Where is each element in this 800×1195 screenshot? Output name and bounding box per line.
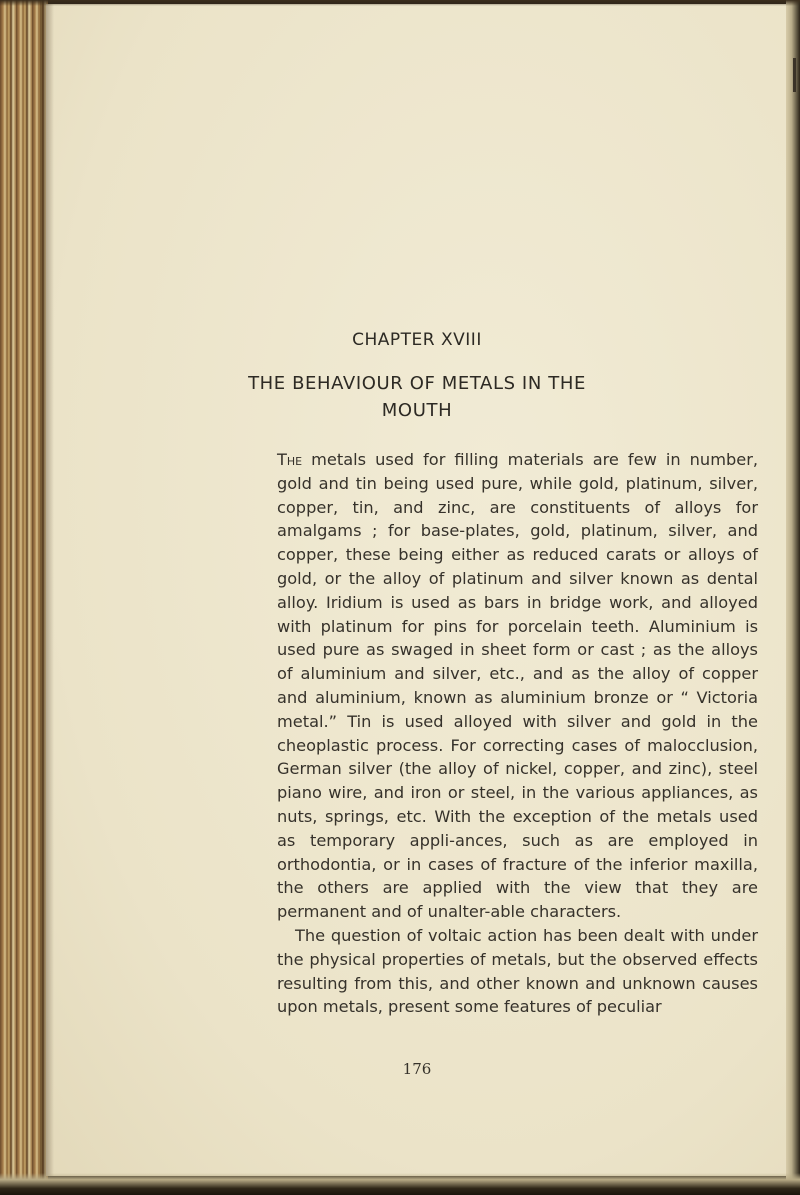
paragraph-2: The question of voltaic action has been dealt with under the physical properties of metals, but the observed effects resulting from this, and other known and unknown causes upon metals, present some features of peculiar	[277, 925, 758, 1017]
chapter-title-line-2: MOUTH	[381, 400, 453, 421]
right-page-edge	[786, 0, 800, 1195]
paragraph-1	[277, 448, 758, 924]
paragraph-1-text: metals used for filling materials are few in number, gold and tin being used pure, while gold, platinum, silver, copper, tin, and zinc, are constituents of alloys for amalgams ; for base-plates, gold, platinum, silver, and copper, these being either as reduced carats or alloys of gold, or the alloy of platinum and silver known as dental alloy. Iridium is used as bars in bridge work, and alloyed with platinum for pins for porcelain teeth. Aluminium is used pure as swaged in sheet form or cast ; as the alloys of aluminium and silver, etc., and as the alloy of copper and aluminium, known as aluminium bronze or “ Victoria metal.” Tin is used alloyed with silver and gold in the cheoplastic process. For correcting cases of malocclusion, German silver (the alloy of nickel, copper, and zinc), steel piano wire, and iron or steel, in the various appliances, as nuts, springs, etc. With the exception of the metals used as temporary appli-ances, such as are employed in orthodontia, or in cases of fracture of the inferior maxilla, the others are applied with the view that they are permanent and of unalter-able characters.	[277, 450, 758, 922]
chapter-title	[46, 370, 788, 424]
page-number: 176	[402, 1060, 432, 1078]
body-text	[277, 448, 758, 1019]
page	[46, 4, 788, 1176]
bottom-page-edge	[0, 1173, 800, 1195]
top-page-edge	[0, 0, 800, 6]
paragraph-1-lead-word: The	[277, 450, 303, 469]
chapter-heading: CHAPTER XVIII	[352, 330, 482, 350]
chapter-title-line-1: THE BEHAVIOUR OF METALS IN THE	[248, 373, 586, 394]
spine-shadow	[40, 0, 54, 1195]
edge-mark	[793, 58, 796, 92]
